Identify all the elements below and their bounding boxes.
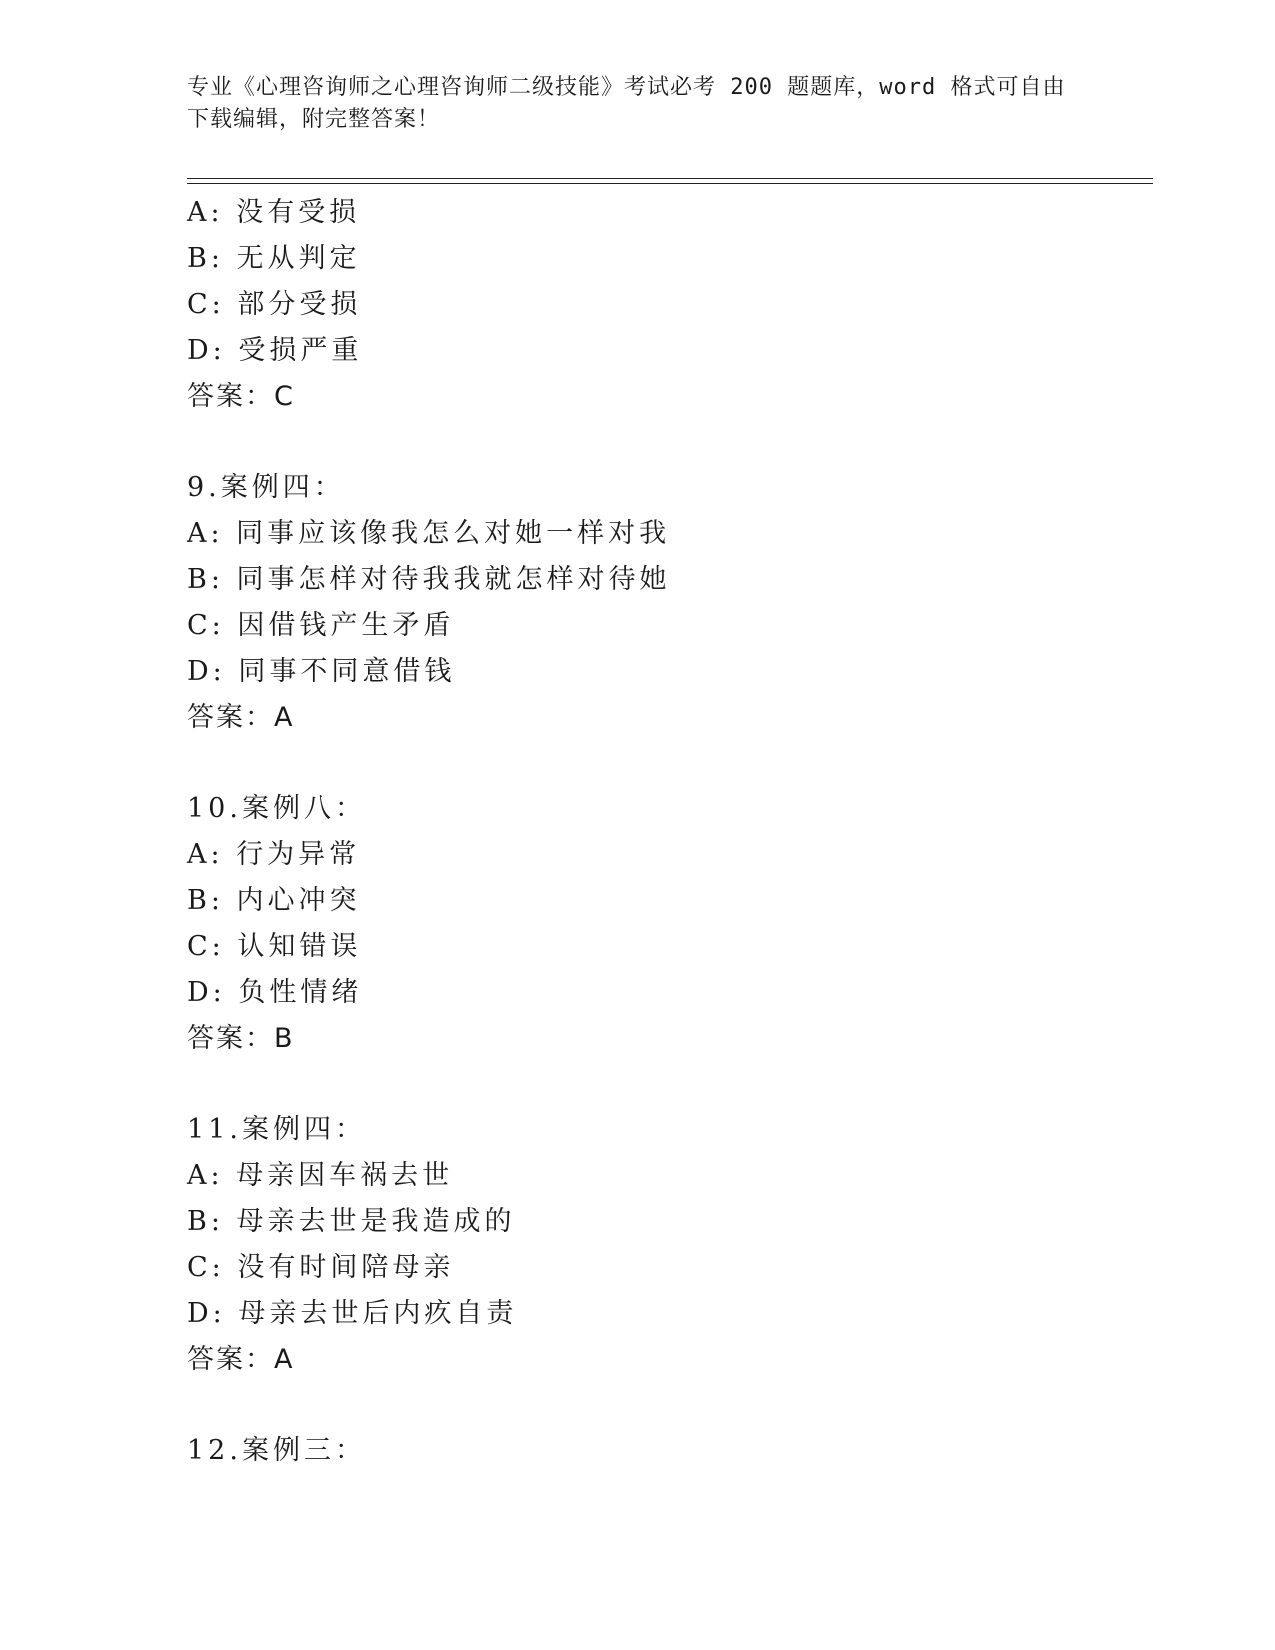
- option-d: D: 母亲去世后内疚自责: [187, 1298, 518, 1329]
- option-c: C: 认知错误: [187, 931, 362, 962]
- question-title: 10.案例八：: [187, 793, 366, 824]
- option-a: A: 同事应该像我怎么对她一样对我: [187, 518, 671, 549]
- answer-line: 答案：A: [187, 702, 295, 733]
- option-b: B: 内心冲突: [187, 885, 361, 916]
- answer-line: 答案：C: [187, 381, 295, 412]
- question-list: [187, 190, 1147, 1474]
- option-d: D: 受损严重: [187, 335, 363, 366]
- question-block: [187, 465, 1147, 741]
- header-rule-top: [187, 178, 1153, 179]
- answer-line: 答案：B: [187, 1023, 295, 1054]
- option-c: C: 没有时间陪母亲: [187, 1252, 455, 1283]
- option-b: B: 同事怎样对待我我就怎样对待她: [187, 564, 671, 595]
- answer-line: 答案：A: [187, 1344, 295, 1375]
- question-title: 9.案例四：: [187, 472, 345, 503]
- question-title: 12.案例三：: [187, 1435, 366, 1466]
- option-d: D: 同事不同意借钱: [187, 656, 456, 687]
- question-block: [187, 190, 1147, 420]
- option-c: C: 部分受损: [187, 289, 362, 320]
- option-c: C: 因借钱产生矛盾: [187, 610, 455, 641]
- option-a: A: 没有受损: [187, 197, 361, 228]
- question-block: [187, 786, 1147, 1062]
- option-a: A: 行为异常: [187, 839, 361, 870]
- question-block: [187, 1107, 1147, 1383]
- option-d: D: 负性情绪: [187, 977, 363, 1008]
- question-block: [187, 1428, 1147, 1474]
- question-title: 11.案例四：: [187, 1114, 366, 1145]
- option-a: A: 母亲因车祸去世: [187, 1160, 454, 1191]
- option-b: B: 母亲去世是我造成的: [187, 1206, 516, 1237]
- option-b: B: 无从判定: [187, 243, 361, 274]
- document-header: 专业《心理咨询师之心理咨询师二级技能》考试必考 200 题题库，word 格式可自由下载编辑，附完整答案！: [187, 75, 1066, 132]
- header-rule-bottom: [187, 183, 1153, 184]
